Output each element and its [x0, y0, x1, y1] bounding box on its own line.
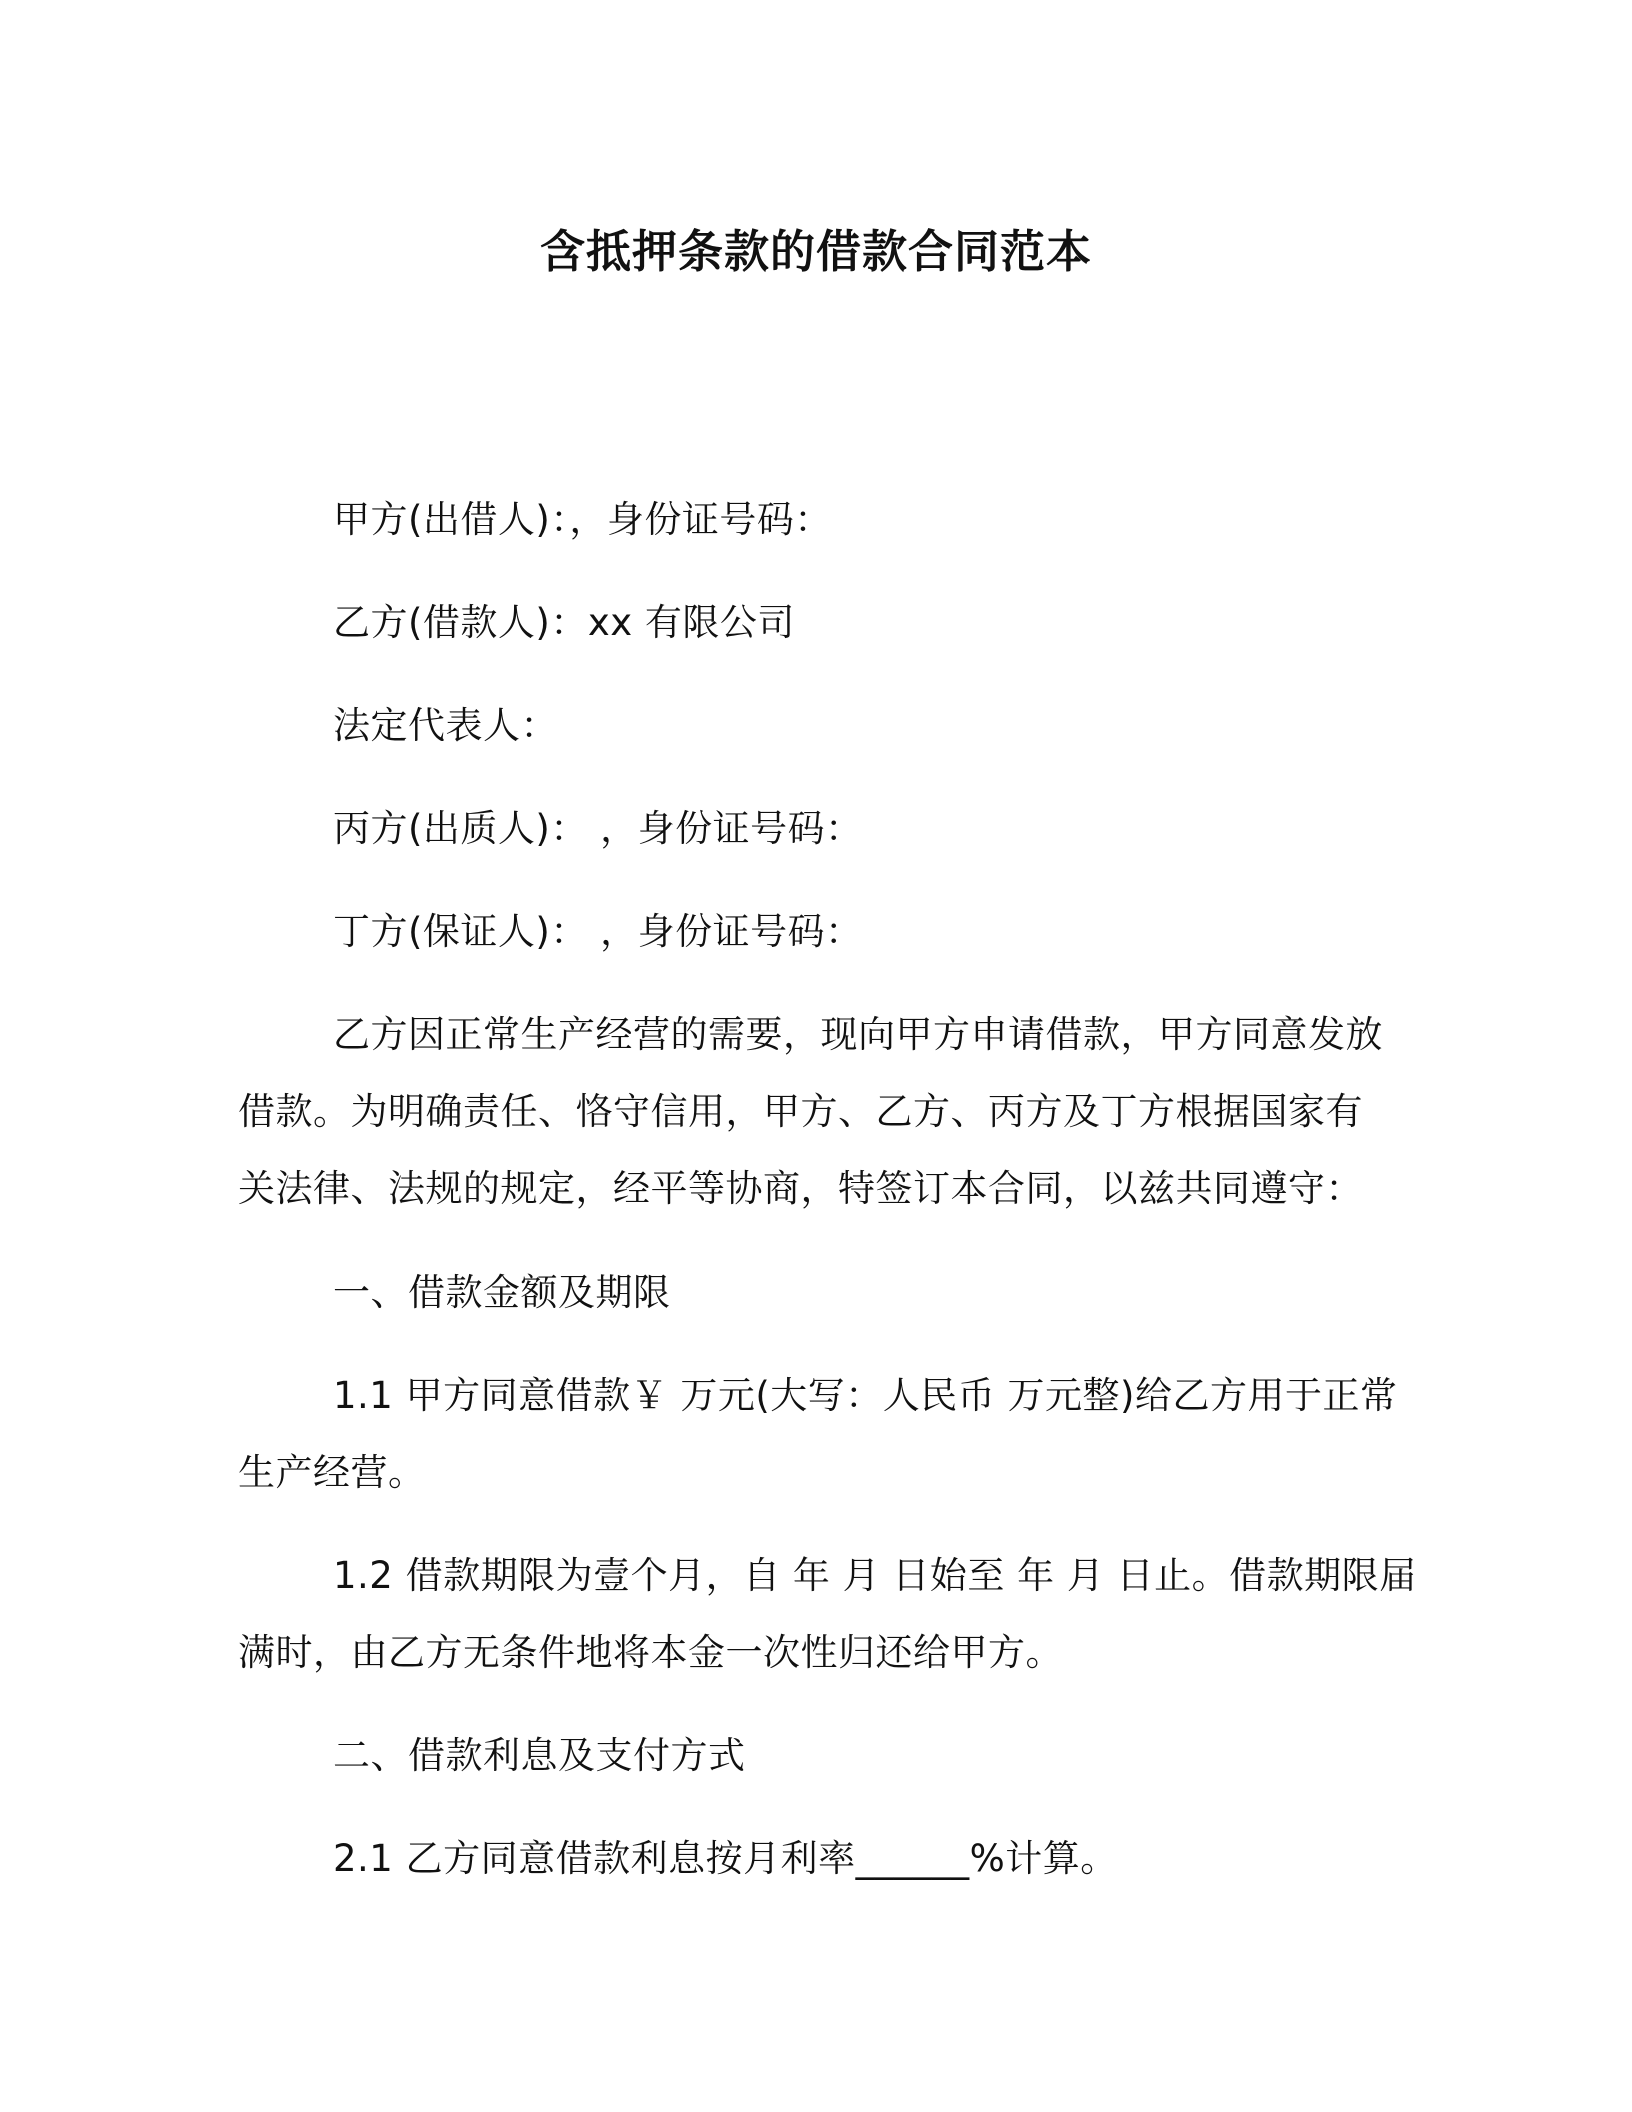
legal-representative-line: 法定代表人： [333, 704, 558, 747]
preamble-line-2: 借款。为明确责任、恪守信用，甲方、乙方、丙方及丁方根据国家有 [238, 1090, 1363, 1133]
section-1-heading: 一、借款金额及期限 [333, 1271, 671, 1314]
party-d-line: 丁方(保证人)： ，身份证号码： [333, 910, 863, 953]
section-2-heading: 二、借款利息及支付方式 [333, 1734, 746, 1777]
party-a-line: 甲方(出借人)：，身份证号码： [333, 498, 832, 541]
clause-1-1-line-1: 1.1 甲方同意借款￥ 万元(大写：人民币 万元整)给乙方用于正常 [333, 1374, 1398, 1417]
clause-2-1-line: 2.1 乙方同意借款利息按月利率______%计算。 [333, 1837, 1118, 1880]
document-title: 含抵押条款的借款合同范本 [539, 225, 1092, 278]
clause-1-1-line-2: 生产经营。 [238, 1451, 426, 1494]
party-b-line: 乙方(借款人)：xx 有限公司 [333, 601, 795, 644]
preamble-line-3: 关法律、法规的规定，经平等协商，特签订本合同，以兹共同遵守： [238, 1167, 1363, 1210]
preamble-line-1: 乙方因正常生产经营的需要，现向甲方申请借款，甲方同意发放 [333, 1013, 1383, 1056]
clause-1-2-line-1: 1.2 借款期限为壹个月，自 年 月 日始至 年 月 日止。借款期限届 [333, 1554, 1417, 1597]
clause-1-2-line-2: 满时，由乙方无条件地将本金一次性归还给甲方。 [238, 1631, 1063, 1674]
party-c-line: 丙方(出质人)： ，身份证号码： [333, 807, 863, 850]
